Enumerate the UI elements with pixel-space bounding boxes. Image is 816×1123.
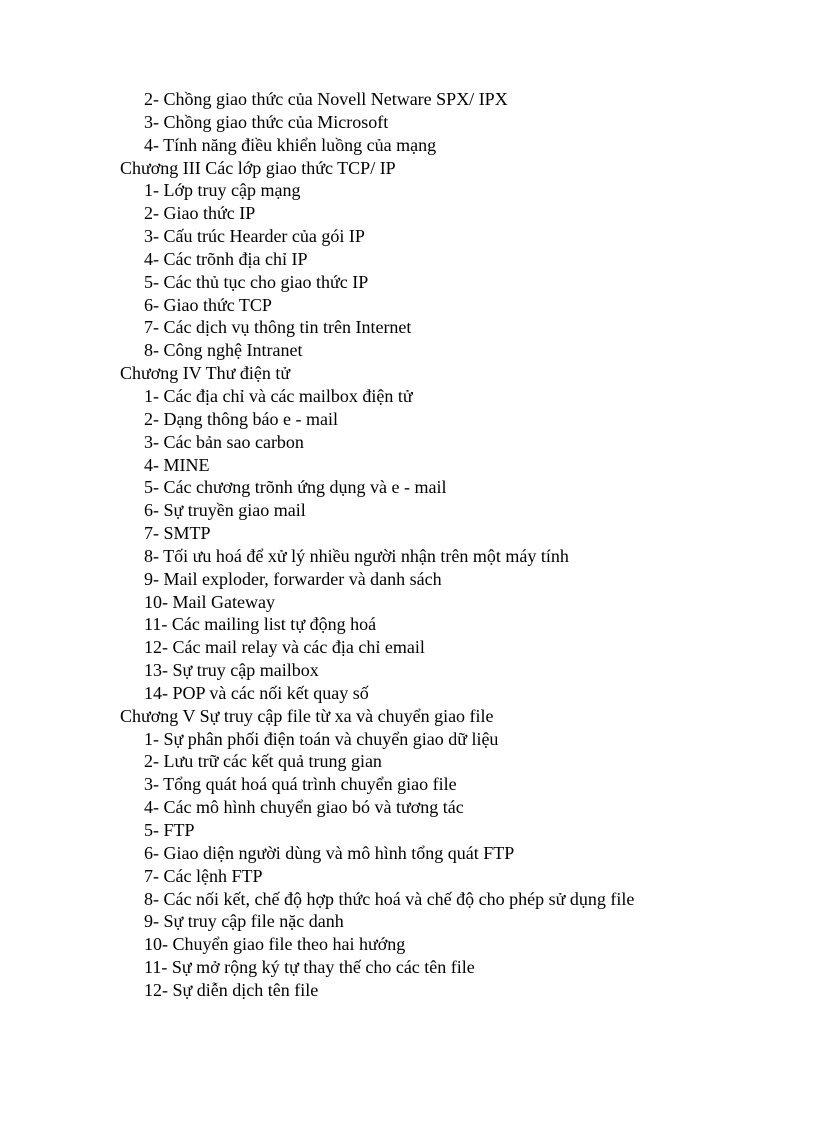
toc-item: 4- MINE — [144, 454, 210, 475]
toc-item: 3- Chồng giao thức của Microsoft — [144, 111, 389, 132]
toc-item: 2- Lưu trữ các kết quả trung gian — [144, 751, 382, 772]
toc-item: 1- Sự phân phối điện toán và chuyển giao dữ liệu — [144, 728, 499, 749]
toc-item: 7- Các dịch vụ thông tin trên Internet — [144, 317, 412, 338]
toc-item: 5- Các thủ tục cho giao thức IP — [144, 271, 369, 292]
toc-item: 4- Các trõnh địa chỉ IP — [144, 248, 308, 269]
toc-item: 4- Các mô hình chuyển giao bó và tương tác — [144, 797, 464, 818]
table-of-contents — [0, 88, 816, 1002]
toc-item: 14- POP và các nối kết quay số — [144, 682, 369, 703]
toc-item: 1- Lớp truy cập mạng — [144, 180, 301, 201]
chapter-heading: Chương IV Thư điện tử — [120, 363, 291, 384]
toc-item: 3- Các bản sao carbon — [144, 431, 304, 452]
toc-item: 5- FTP — [144, 820, 195, 840]
toc-item: 6- Giao thức TCP — [144, 294, 272, 315]
chapter-heading: Chương V Sự truy cập file từ xa và chuyển giao file — [120, 705, 494, 726]
toc-item: 1- Các địa chỉ và các mailbox điện tử — [144, 385, 413, 406]
toc-item: 7- Các lệnh FTP — [144, 865, 263, 886]
toc-item: 2- Dạng thông báo e - mail — [144, 408, 338, 429]
toc-item: 3- Cấu trúc Hearder của gói IP — [144, 226, 365, 247]
toc-item: 7- SMTP — [144, 523, 211, 544]
toc-item: 8- Các nối kết, chế độ hợp thức hoá và chế độ cho phép sử dụng file — [144, 888, 635, 909]
toc-item: 8- Công nghệ Intranet — [144, 340, 303, 361]
toc-item: 10- Mail Gateway — [144, 591, 275, 612]
toc-item: 11- Sự mở rộng ký tự thay thế cho các tên file — [144, 957, 475, 978]
toc-item: 11- Các mailing list tự động hoá — [144, 614, 377, 635]
toc-item: 3- Tổng quát hoá quá trình chuyển giao file — [144, 774, 457, 795]
toc-item: 10- Chuyển giao file theo hai hướng — [144, 934, 406, 955]
toc-item: 2- Chồng giao thức của Novell Netware SPX/ IPX — [144, 89, 508, 109]
chapter-heading: Chương III Các lớp giao thức TCP/ IP — [120, 157, 396, 178]
toc-item: 13- Sự truy cập mailbox — [144, 660, 319, 681]
toc-item: 4- Tính năng điều khiển luồng của mạng — [144, 134, 437, 155]
toc-item: 9- Mail exploder, forwarder và danh sách — [144, 568, 442, 589]
toc-item: 9- Sự truy cập file nặc danh — [144, 911, 344, 932]
toc-item: 5- Các chương trõnh ứng dụng và e - mail — [144, 477, 447, 498]
toc-item: 12- Các mail relay và các địa chỉ email — [144, 637, 425, 658]
toc-item: 8- Tối ưu hoá để xử lý nhiều người nhận trên một máy tính — [144, 545, 569, 566]
toc-item: 2- Giao thức IP — [144, 203, 256, 224]
toc-item: 6- Giao diện người dùng và mô hình tổng quát FTP — [144, 842, 515, 863]
toc-item: 6- Sự truyền giao mail — [144, 500, 306, 521]
toc-item: 12- Sự diễn dịch tên file — [144, 979, 319, 1000]
